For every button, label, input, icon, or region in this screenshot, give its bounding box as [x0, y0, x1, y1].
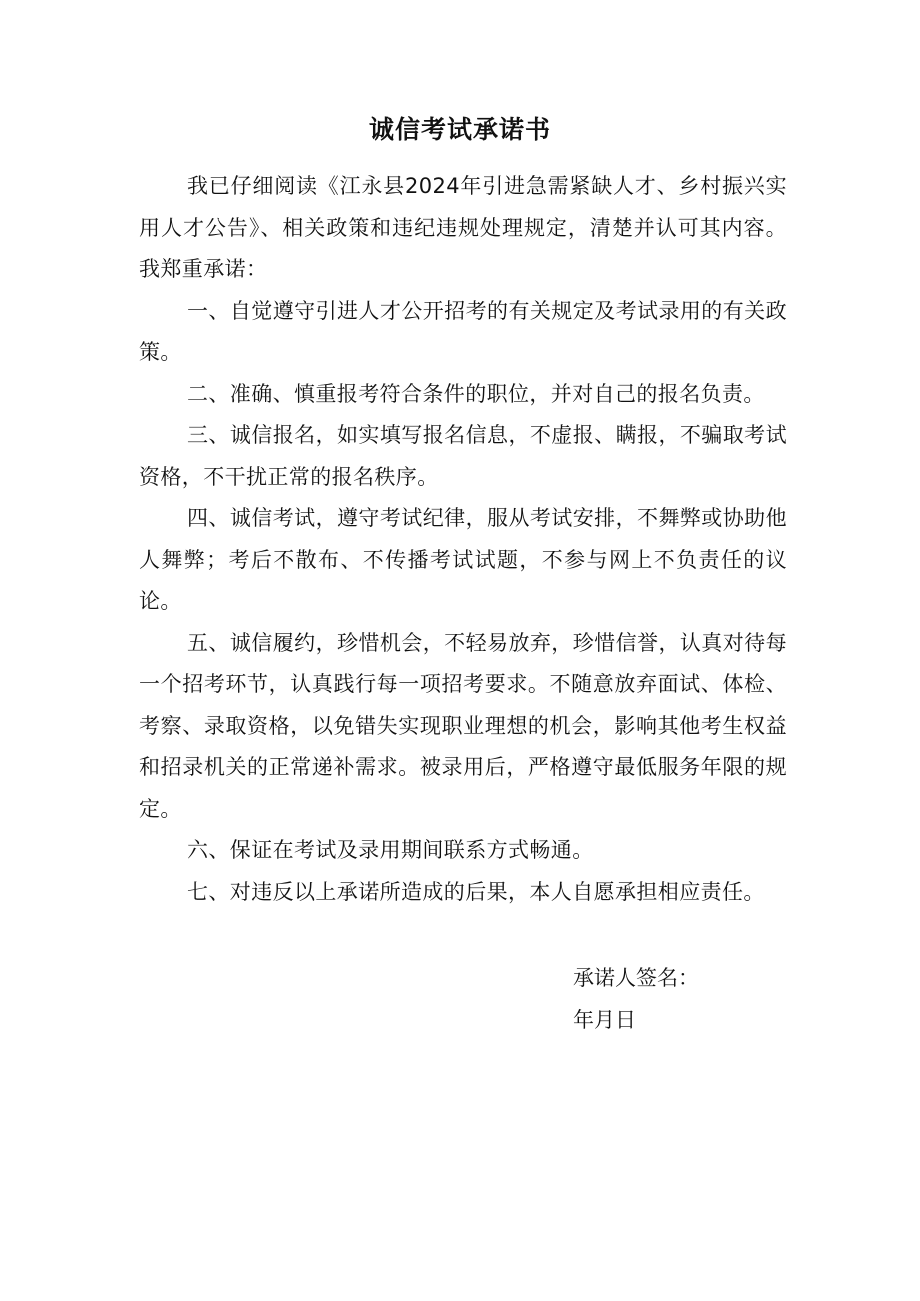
- pledge-item-7: 七、对违反以上承诺所造成的后果，本人自愿承担相应责任。: [187, 879, 765, 904]
- pledge-item-2: 二、准确、慎重报考符合条件的职位，并对自己的报名负责。: [187, 381, 765, 406]
- document-title: 诚信考试承诺书: [368, 115, 551, 144]
- pledge-item-1: 一、自觉遵守引进人才公开招考的有关规定及考试录用的有关政策。: [139, 298, 787, 364]
- date-label: 年月日: [573, 1007, 636, 1032]
- document-body: [139, 166, 787, 913]
- intro-paragraph: 我已仔细阅读《江永县2024年引进急需紧缺人才、乡村振兴实用人才公告》、相关政策和违纪违规处理规定，清楚并认可其内容。我郑重承诺：: [139, 174, 787, 281]
- pledge-item-4: 四、诚信考试，遵守考试纪律，服从考试安排，不舞弊或协助他人舞弊；考后不散布、不传播考试试题，不参与网上不负责任的议论。: [139, 506, 787, 613]
- pledge-item-3: 三、诚信报名，如实填写报名信息，不虚报、瞒报，不骗取考试资格，不干扰正常的报名秩序。: [139, 423, 787, 489]
- pledge-item-5: 五、诚信履约，珍惜机会，不轻易放弃，珍惜信誉，认真对待每一个招考环节，认真践行每一项招考要求。不随意放弃面试、体检、考察、录取资格，以免错失实现职业理想的机会，影响其他考生权益和招录机关的正常递补需求。被录用后，严格遵守最低服务年限的规定。: [139, 630, 787, 821]
- signature-label: 承诺人签名：: [573, 966, 699, 990]
- signature-block: [573, 958, 793, 1041]
- pledge-item-6: 六、保证在考试及录用期间联系方式畅通。: [187, 838, 594, 862]
